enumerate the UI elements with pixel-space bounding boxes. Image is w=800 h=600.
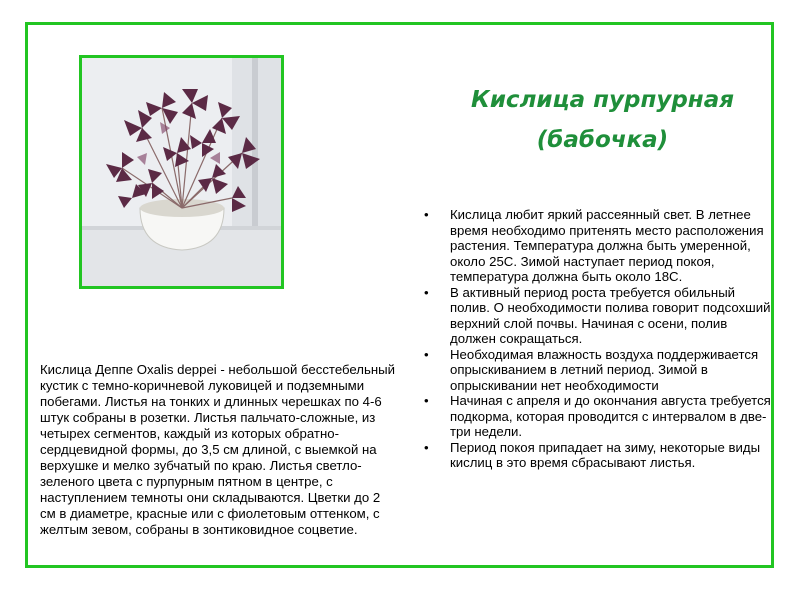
- list-item: [422, 440, 772, 471]
- bullet-icon: •: [424, 393, 429, 408]
- bullet-icon: •: [424, 207, 429, 222]
- list-item: [422, 347, 772, 394]
- list-item-text: Необходимая влажность воздуха поддерживается опрыскиванием в летний период. Зимой в опрыскивании нет необходимости: [450, 346, 759, 393]
- bullet-icon: •: [424, 346, 429, 362]
- list-item-text: Период покоя припадает на зиму, некоторые виды кислиц в это время сбрасывают листья.: [450, 439, 761, 470]
- slide-title: [430, 80, 775, 160]
- list-item-text: В активный период роста требуется обильный полив. О необходимости полива говорит подсохший верхний слой почвы. Начиная с осени, полив должен сокращаться.: [450, 284, 771, 346]
- list-item-text: Кислица любит яркий рассеянный свет. В летнее время необходимо притенять место расположения растения. Температура должна быть умеренной, около 25С. Зимой наступает период покоя, температура должна быть около 18С.: [450, 207, 764, 284]
- bullet-icon: •: [424, 284, 429, 300]
- care-bullet-list: [422, 207, 772, 471]
- oxalis-plant-image: [82, 58, 281, 286]
- list-item: [422, 285, 772, 347]
- bullet-icon: •: [424, 439, 429, 455]
- plant-description: Кислица Деппе Oxalis deppei - небольшой бесстебельный кустик с темно-коричневой луковицей и подземными побегами. Листья на тонких и длинных черешках по 4-6 штук собраны в розетки. Листья пальчато-сложные, из четырех сегментов, каждый из которых обратно-сердцевидной формы, до 3,5 см длиной, с выемкой на верхушке и мелко зубчатый по краю. Листья светло-зеленого цвета с пурпурным пятном в центре, с наступлением темноты они складываются. Цветки до 2 см в диаметре, красные или с фиолетовым оттенком, с желтым зевом, собраны в зонтиковидное соцветие.: [40, 362, 395, 537]
- list-item: [422, 207, 772, 285]
- title-line-1: Кислица пурпурная: [471, 87, 734, 113]
- list-item-text: Начиная с апреля и до окончания августа требуется подкорма, которая проводится с интервалом в две-три недели.: [450, 393, 771, 439]
- plant-photo: [79, 55, 284, 289]
- list-item: [422, 393, 772, 440]
- title-line-2: (бабочка): [536, 127, 669, 153]
